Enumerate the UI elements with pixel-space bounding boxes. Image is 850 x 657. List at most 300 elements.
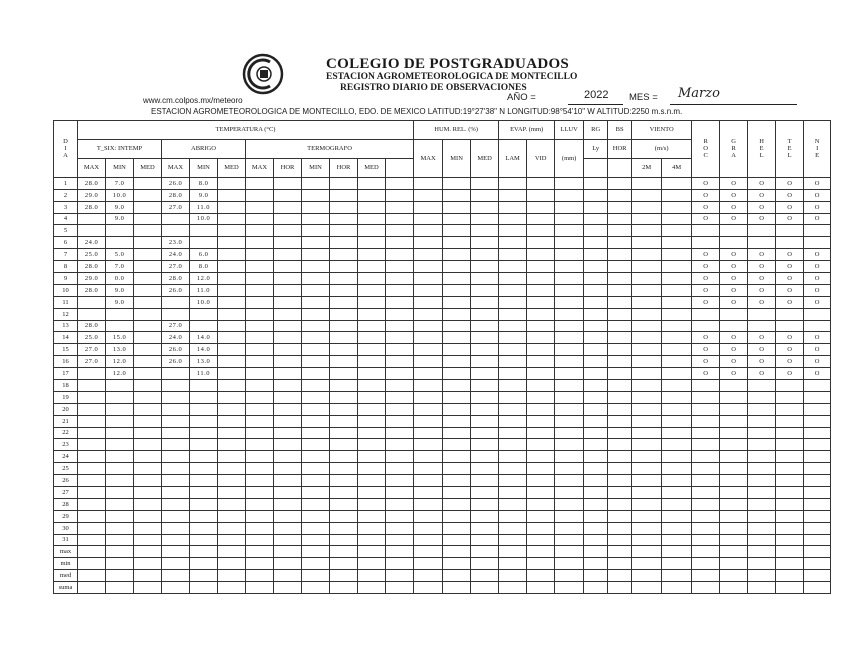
phenomenon-cell: O: [692, 177, 720, 189]
empty-cell: [608, 391, 632, 403]
empty-cell: [302, 475, 330, 487]
empty-cell: [608, 284, 632, 296]
empty-cell: [443, 189, 471, 201]
empty-cell: [358, 379, 386, 391]
empty-cell: [330, 332, 358, 344]
empty-cell: [662, 534, 692, 546]
empty-cell: [443, 272, 471, 284]
empty-cell: [414, 225, 443, 237]
day-cell: 2: [54, 189, 78, 201]
empty-cell: [134, 225, 162, 237]
evap-lam-header: LAM: [499, 139, 527, 177]
phenomenon-cell: O: [692, 332, 720, 344]
empty-cell: [608, 189, 632, 201]
phenomenon-cell: O: [748, 272, 776, 284]
empty-cell: [527, 189, 555, 201]
phenomenon-cell: [776, 475, 804, 487]
empty-cell: [246, 522, 274, 534]
table-row: [54, 296, 831, 308]
empty-cell: [386, 582, 414, 594]
phenomenon-cell: O: [692, 284, 720, 296]
phenomenon-cell: [776, 320, 804, 332]
phenomenon-cell: O: [804, 284, 831, 296]
phenomenon-cell: [720, 451, 748, 463]
empty-cell: [443, 296, 471, 308]
day-cell: 4: [54, 213, 78, 225]
empty-cell: [443, 486, 471, 498]
tsix-min-cell: 7.0: [106, 177, 134, 189]
empty-cell: [471, 296, 499, 308]
empty-cell: [499, 272, 527, 284]
empty-cell: [471, 320, 499, 332]
empty-cell: [584, 237, 608, 249]
empty-cell: [662, 403, 692, 415]
ab-max-cell: [162, 368, 190, 380]
ab-max-cell: 26.0: [162, 177, 190, 189]
empty-cell: [527, 272, 555, 284]
phenomenon-cell: [748, 475, 776, 487]
empty-cell: [584, 451, 608, 463]
tsix-max-cell: 28.0: [78, 177, 106, 189]
empty-cell: [274, 332, 302, 344]
empty-cell: [443, 582, 471, 594]
evap-header: EVAP. (mm): [499, 121, 555, 140]
empty-cell: [443, 320, 471, 332]
empty-cell: [662, 284, 692, 296]
empty-cell: [608, 439, 632, 451]
phenomenon-cell: O: [776, 344, 804, 356]
tsix-min-cell: [106, 463, 134, 475]
phenomenon-cell: O: [804, 356, 831, 368]
empty-cell: [443, 225, 471, 237]
empty-cell: [499, 439, 527, 451]
tsix-max-cell: [78, 225, 106, 237]
phenomenon-cell: O: [692, 201, 720, 213]
empty-cell: [414, 189, 443, 201]
phenomenon-cell: [748, 320, 776, 332]
phenomenon-cell: [720, 415, 748, 427]
empty-cell: [608, 486, 632, 498]
empty-cell: [608, 308, 632, 320]
ab-max-cell: [162, 558, 190, 570]
day-cell: 12: [54, 308, 78, 320]
phenomenon-cell: [748, 308, 776, 320]
table-row: [54, 237, 831, 249]
empty-cell: [443, 534, 471, 546]
empty-cell: [274, 463, 302, 475]
empty-cell: [527, 582, 555, 594]
termografo-header: TERMOGRAFO: [246, 139, 414, 158]
tsix-max-cell: [78, 403, 106, 415]
empty-cell: [471, 225, 499, 237]
phenomenon-cell: [748, 510, 776, 522]
tsix-min-cell: 9.0: [106, 201, 134, 213]
empty-cell: [608, 225, 632, 237]
empty-cell: [471, 201, 499, 213]
empty-cell: [218, 582, 246, 594]
tsix-min-cell: [106, 498, 134, 510]
tsix-max-cell: 27.0: [78, 356, 106, 368]
rg-blank: [584, 158, 608, 177]
empty-cell: [330, 546, 358, 558]
empty-cell: [443, 261, 471, 273]
phenomenon-cell: O: [692, 296, 720, 308]
empty-cell: [274, 558, 302, 570]
empty-cell: [527, 332, 555, 344]
empty-cell: [246, 320, 274, 332]
tsix-min-cell: [106, 534, 134, 546]
empty-cell: [246, 546, 274, 558]
empty-cell: [499, 189, 527, 201]
day-cell: 3: [54, 201, 78, 213]
phenomenon-cell: [720, 510, 748, 522]
phenomenon-cell: [692, 308, 720, 320]
empty-cell: [584, 427, 608, 439]
phenomenon-cell: [776, 558, 804, 570]
empty-cell: [527, 475, 555, 487]
ab-max-cell: [162, 296, 190, 308]
empty-cell: [527, 356, 555, 368]
phenomenon-cell: [692, 427, 720, 439]
phenomenon-cell: O: [748, 368, 776, 380]
day-cell: 20: [54, 403, 78, 415]
ab-min-cell: [190, 308, 218, 320]
tsix-min-cell: 12.0: [106, 368, 134, 380]
empty-cell: [584, 225, 608, 237]
empty-cell: [302, 403, 330, 415]
empty-cell: [632, 284, 662, 296]
empty-cell: [499, 213, 527, 225]
day-cell: 10: [54, 284, 78, 296]
phenomenon-cell: O: [776, 296, 804, 308]
empty-cell: [246, 296, 274, 308]
ab-max-header: MAX: [162, 158, 190, 177]
empty-cell: [134, 534, 162, 546]
empty-cell: [499, 201, 527, 213]
empty-cell: [218, 213, 246, 225]
tg-med-header: MED: [358, 158, 386, 177]
empty-cell: [632, 570, 662, 582]
empty-cell: [632, 213, 662, 225]
empty-cell: [555, 570, 584, 582]
phenomenon-cell: O: [748, 201, 776, 213]
tsix-max-cell: [78, 475, 106, 487]
empty-cell: [443, 368, 471, 380]
tsix-max-cell: 29.0: [78, 189, 106, 201]
tsix-min-cell: 9.0: [106, 296, 134, 308]
phenomenon-cell: O: [804, 177, 831, 189]
table-row: [54, 439, 831, 451]
empty-cell: [527, 510, 555, 522]
empty-cell: [632, 558, 662, 570]
empty-cell: [555, 451, 584, 463]
empty-cell: [386, 570, 414, 582]
empty-cell: [218, 344, 246, 356]
empty-cell: [246, 344, 274, 356]
empty-cell: [218, 415, 246, 427]
phenomenon-cell: [748, 225, 776, 237]
empty-cell: [246, 475, 274, 487]
empty-cell: [358, 249, 386, 261]
tsix-min-cell: 5.0: [106, 249, 134, 261]
empty-cell: [608, 249, 632, 261]
empty-cell: [218, 237, 246, 249]
phenomenon-cell: O: [748, 296, 776, 308]
ab-max-cell: [162, 379, 190, 391]
empty-cell: [555, 379, 584, 391]
rg-unit: Ly: [584, 139, 608, 158]
empty-cell: [527, 558, 555, 570]
empty-cell: [414, 558, 443, 570]
empty-cell: [632, 534, 662, 546]
phenomenon-cell: O: [748, 344, 776, 356]
empty-cell: [218, 534, 246, 546]
empty-cell: [274, 379, 302, 391]
empty-cell: [662, 189, 692, 201]
empty-cell: [386, 308, 414, 320]
empty-cell: [527, 391, 555, 403]
empty-cell: [443, 379, 471, 391]
phenomenon-cell: [748, 415, 776, 427]
empty-cell: [134, 261, 162, 273]
ab-min-cell: 14.0: [190, 332, 218, 344]
empty-cell: [302, 284, 330, 296]
empty-cell: [499, 463, 527, 475]
phenomenon-cell: [804, 463, 831, 475]
empty-cell: [499, 498, 527, 510]
empty-cell: [608, 463, 632, 475]
empty-cell: [584, 201, 608, 213]
empty-cell: [555, 261, 584, 273]
empty-cell: [330, 344, 358, 356]
empty-cell: [608, 475, 632, 487]
tsix-min-cell: [106, 451, 134, 463]
empty-cell: [302, 451, 330, 463]
empty-cell: [330, 510, 358, 522]
phenomenon-cell: [804, 475, 831, 487]
ab-min-cell: [190, 320, 218, 332]
empty-cell: [499, 308, 527, 320]
phenomenon-cell: [720, 582, 748, 594]
empty-cell: [527, 498, 555, 510]
phenomenon-cell: [776, 403, 804, 415]
tsix-min-cell: [106, 475, 134, 487]
empty-cell: [414, 534, 443, 546]
phenomenon-cell: [720, 558, 748, 570]
empty-cell: [246, 463, 274, 475]
empty-cell: [358, 510, 386, 522]
empty-cell: [218, 356, 246, 368]
ab-max-cell: [162, 391, 190, 403]
day-cell: 1: [54, 177, 78, 189]
phenomenon-cell: [692, 546, 720, 558]
empty-cell: [274, 272, 302, 284]
empty-cell: [274, 427, 302, 439]
empty-cell: [302, 237, 330, 249]
empty-cell: [608, 344, 632, 356]
tsix-min-header: MIN: [106, 158, 134, 177]
ab-max-cell: [162, 475, 190, 487]
tsix-min-cell: 10.0: [106, 189, 134, 201]
empty-cell: [499, 320, 527, 332]
granizo-header: G R A: [720, 121, 748, 178]
ab-min-cell: 9.0: [190, 189, 218, 201]
tsix-max-cell: 25.0: [78, 249, 106, 261]
empty-cell: [218, 427, 246, 439]
phenomenon-cell: [720, 320, 748, 332]
empty-cell: [358, 189, 386, 201]
tsix-max-cell: [78, 213, 106, 225]
empty-cell: [246, 415, 274, 427]
empty-cell: [632, 427, 662, 439]
empty-cell: [358, 261, 386, 273]
empty-cell: [386, 522, 414, 534]
empty-cell: [274, 237, 302, 249]
phenomenon-cell: [748, 427, 776, 439]
phenomenon-cell: O: [692, 356, 720, 368]
tsix-max-cell: 28.0: [78, 201, 106, 213]
ab-min-cell: 11.0: [190, 201, 218, 213]
empty-cell: [274, 213, 302, 225]
tsix-max-cell: [78, 522, 106, 534]
phenomenon-cell: [776, 439, 804, 451]
empty-cell: [555, 510, 584, 522]
empty-cell: [471, 379, 499, 391]
empty-cell: [302, 344, 330, 356]
empty-cell: [246, 570, 274, 582]
empty-cell: [471, 534, 499, 546]
phenomenon-cell: O: [720, 177, 748, 189]
empty-cell: [471, 546, 499, 558]
empty-cell: [555, 415, 584, 427]
empty-cell: [358, 237, 386, 249]
empty-cell: [134, 296, 162, 308]
ab-min-cell: 10.0: [190, 296, 218, 308]
phenomenon-cell: [720, 427, 748, 439]
empty-cell: [330, 249, 358, 261]
empty-cell: [358, 296, 386, 308]
empty-cell: [358, 558, 386, 570]
empty-cell: [302, 368, 330, 380]
empty-cell: [443, 213, 471, 225]
empty-cell: [246, 391, 274, 403]
phenomenon-cell: [804, 308, 831, 320]
empty-cell: [134, 379, 162, 391]
tsix-min-cell: [106, 415, 134, 427]
phenomenon-cell: O: [776, 201, 804, 213]
ab-max-cell: [162, 451, 190, 463]
empty-cell: [358, 582, 386, 594]
table-row: [54, 451, 831, 463]
hr-med-header: MED: [471, 139, 499, 177]
empty-cell: [584, 486, 608, 498]
empty-cell: [608, 415, 632, 427]
tsix-min-cell: [106, 379, 134, 391]
empty-cell: [330, 261, 358, 273]
tsix-max-cell: [78, 582, 106, 594]
phenomenon-cell: [776, 534, 804, 546]
ab-max-cell: [162, 498, 190, 510]
phenomenon-cell: O: [776, 356, 804, 368]
tsix-max-cell: [78, 427, 106, 439]
empty-cell: [555, 237, 584, 249]
phenomenon-cell: [692, 379, 720, 391]
empty-cell: [443, 356, 471, 368]
empty-cell: [358, 439, 386, 451]
empty-cell: [471, 213, 499, 225]
empty-cell: [134, 356, 162, 368]
tsix-min-cell: [106, 439, 134, 451]
empty-cell: [330, 320, 358, 332]
viento-4m-header: 4M: [662, 158, 692, 177]
empty-cell: [134, 237, 162, 249]
ab-max-cell: [162, 439, 190, 451]
phenomenon-cell: O: [804, 332, 831, 344]
empty-cell: [443, 463, 471, 475]
tsix-max-cell: [78, 498, 106, 510]
empty-cell: [632, 379, 662, 391]
tsix-min-cell: 12.0: [106, 356, 134, 368]
phenomenon-cell: [720, 391, 748, 403]
empty-cell: [527, 225, 555, 237]
tsix-med-header: MED: [134, 158, 162, 177]
empty-cell: [218, 498, 246, 510]
empty-cell: [246, 379, 274, 391]
observations-table: [53, 120, 831, 594]
empty-cell: [274, 189, 302, 201]
phenomenon-cell: [720, 498, 748, 510]
empty-cell: [555, 249, 584, 261]
empty-cell: [246, 439, 274, 451]
empty-cell: [662, 439, 692, 451]
phenomenon-cell: [804, 415, 831, 427]
phenomenon-cell: O: [804, 213, 831, 225]
empty-cell: [274, 284, 302, 296]
phenomenon-cell: O: [692, 272, 720, 284]
phenomenon-cell: O: [776, 213, 804, 225]
phenomenon-cell: O: [748, 261, 776, 273]
helada-header: H E L: [748, 121, 776, 178]
phenomenon-cell: O: [720, 201, 748, 213]
empty-cell: [584, 332, 608, 344]
empty-cell: [134, 201, 162, 213]
empty-cell: [358, 534, 386, 546]
day-cell: 7: [54, 249, 78, 261]
table-row: [54, 391, 831, 403]
empty-cell: [555, 225, 584, 237]
empty-cell: [134, 463, 162, 475]
empty-cell: [608, 570, 632, 582]
empty-cell: [302, 546, 330, 558]
empty-cell: [302, 308, 330, 320]
phenomenon-cell: [776, 570, 804, 582]
empty-cell: [134, 344, 162, 356]
ab-max-cell: 28.0: [162, 189, 190, 201]
table-row: [54, 177, 831, 189]
empty-cell: [386, 284, 414, 296]
empty-cell: [499, 356, 527, 368]
empty-cell: [330, 237, 358, 249]
ab-max-cell: [162, 522, 190, 534]
empty-cell: [302, 379, 330, 391]
ab-min-cell: [190, 558, 218, 570]
tsix-min-cell: 0.0: [106, 272, 134, 284]
empty-cell: [218, 225, 246, 237]
ab-min-cell: [190, 451, 218, 463]
empty-cell: [414, 463, 443, 475]
empty-cell: [414, 332, 443, 344]
empty-cell: [584, 368, 608, 380]
